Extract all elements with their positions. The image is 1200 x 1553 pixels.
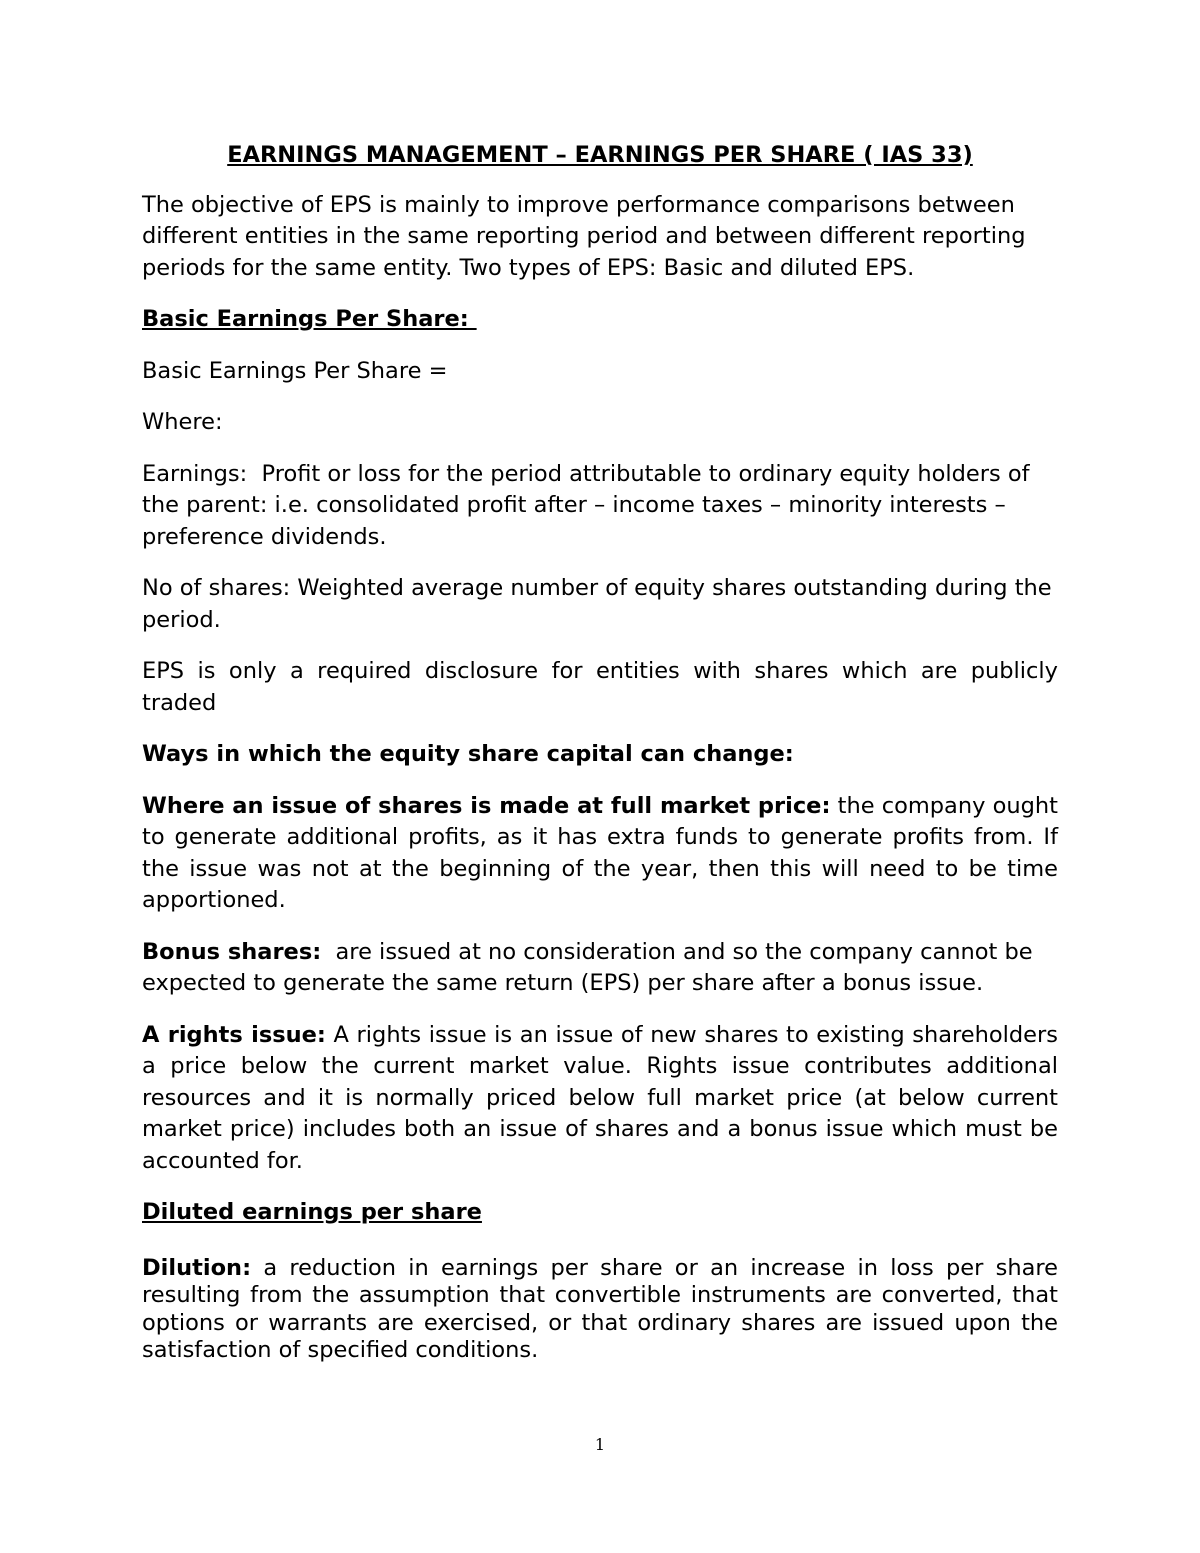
- basic-eps-heading: Basic Earnings Per Share:: [142, 306, 477, 332]
- basic-eps-formula: Basic Earnings Per Share =: [142, 357, 448, 384]
- intro-paragraph: The objective of EPS is mainly to improve performance comparisons between different entities in the same reporting period and between different reporting periods for the same entity. Two types of EPS: Basic and diluted EPS.: [142, 191, 1026, 281]
- full-price-label: Where an issue of shares is made at full market price:: [142, 792, 831, 819]
- rights-paragraph: [142, 1020, 1058, 1178]
- diluted-eps-heading: Diluted earnings per share: [142, 1199, 482, 1225]
- disclosure-paragraph: EPS is only a required disclosure for entities with shares which are publicly traded: [142, 658, 1058, 716]
- dilution-text: a reduction in earnings per share or an increase in loss per share resulting from the assumption that convertible instruments are converted, that options or warrants are exercised, or that ordinary shares are issued upon the satisfaction of specified conditions.: [142, 1254, 1058, 1363]
- document-title: EARNINGS MANAGEMENT – EARNINGS PER SHARE ( IAS 33): [227, 142, 973, 168]
- earnings-definition: Earnings: Profit or loss for the period attributable to ordinary equity holders of the parent: i.e. consolidated profit after – income taxes – minority interests – preference dividends.: [142, 460, 1037, 550]
- rights-text: A rights issue is an issue of new shares to existing shareholders a price below the current market value. Rights issue contributes additional resources and it is normally priced below full market price (at below current market price) includes both an issue of shares and a bonus issue which must be accounted for.: [142, 1021, 1058, 1174]
- rights-label: A rights issue:: [142, 1021, 326, 1048]
- full-price-text: the company ought to generate additional profits, as it has extra funds to generate profits from. If the issue was not at the beginning of the year, then this will need to be time apportioned.: [142, 792, 1058, 913]
- dilution-label: Dilution:: [142, 1254, 252, 1281]
- page-number: 1: [594, 1435, 606, 1454]
- ways-heading: Ways in which the equity share capital can change:: [142, 741, 794, 767]
- document-page: [142, 140, 1058, 1385]
- bonus-label: Bonus shares:: [142, 938, 322, 965]
- bonus-paragraph: [142, 937, 1058, 1000]
- dilution-paragraph: [142, 1255, 1058, 1365]
- bonus-text: are issued at no consideration and so the company cannot be expected to generate the same return (EPS) per share after a bonus issue.: [142, 938, 1040, 996]
- full-price-paragraph: [142, 791, 1058, 917]
- shares-definition: No of shares: Weighted average number of equity shares outstanding during the period.: [142, 575, 1052, 633]
- where-label: Where:: [142, 409, 223, 435]
